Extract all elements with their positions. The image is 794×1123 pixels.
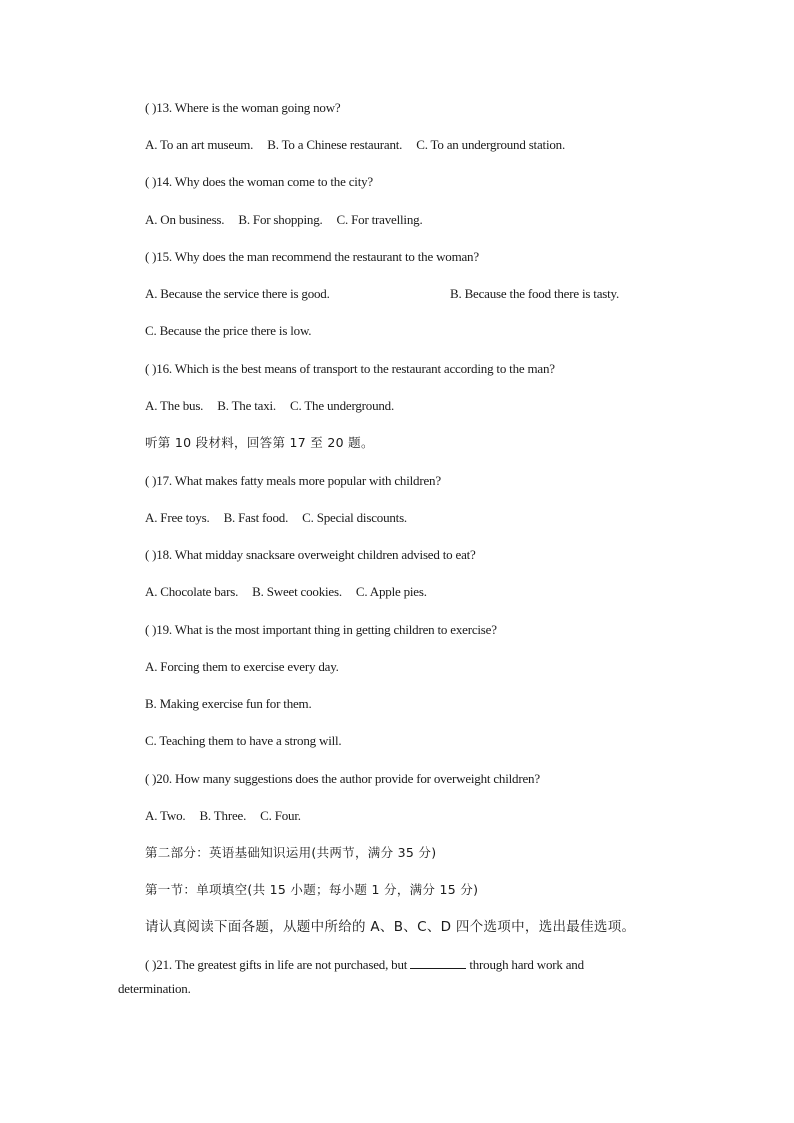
part-2-title: 第二部分：英语基础知识运用(共两节，满分 35 分) — [145, 845, 437, 860]
option-c: C. To an underground station. — [416, 137, 566, 152]
option-c: C. Apple pies. — [355, 584, 427, 599]
option-b: B. Fast food. — [223, 510, 289, 525]
question-16-stem: ( )16. Which is the best means of transport to the restaurant according to the man? — [145, 361, 555, 376]
question-18-stem: ( )18. What midday snacksare overweight children advised to eat? — [145, 547, 476, 562]
option-a: A. Two. — [145, 808, 186, 823]
section-note: 听第 10 段材料，回答第 17 至 20 题。 — [145, 435, 374, 450]
question-15-option-c: C. Because the price there is low. — [145, 323, 312, 338]
option-b: B. Three. — [199, 808, 247, 823]
question-14-options — [145, 211, 423, 229]
answer-blank — [410, 956, 466, 969]
question-19-option-b: B. Making exercise fun for them. — [145, 696, 312, 711]
question-14-stem: ( )14. Why does the woman come to the city? — [145, 174, 373, 189]
section-1-title: 第一节：单项填空(共 15 小题；每小题 1 分，满分 15 分) — [145, 882, 479, 897]
question-18-options — [145, 583, 427, 601]
option-c: C. The underground. — [289, 398, 395, 413]
option-b: B. The taxi. — [217, 398, 276, 413]
question-21-stem — [145, 956, 584, 974]
question-15-stem: ( )15. Why does the man recommend the restaurant to the woman? — [145, 249, 479, 264]
question-20-options — [145, 807, 301, 825]
option-a: A. On business. — [145, 212, 225, 227]
option-b: B. For shopping. — [238, 212, 323, 227]
question-17-options — [145, 509, 407, 527]
question-21-prefix: ( )21. The greatest gifts in life are not purchased, but — [145, 957, 408, 972]
question-21-suffix: through hard work and — [469, 957, 584, 972]
option-c: C. Special discounts. — [302, 510, 407, 525]
instructions: 请认真阅读下面各题，从题中所给的 A、B、C、D 四个选项中，选出最佳选项。 — [145, 919, 636, 935]
question-16-options — [145, 397, 394, 415]
option-a: A. Chocolate bars. — [145, 584, 239, 599]
option-a: A. The bus. — [145, 398, 204, 413]
question-13-stem: ( )13. Where is the woman going now? — [145, 100, 341, 115]
option-c: C. Four. — [260, 808, 301, 823]
question-13-options — [145, 136, 565, 154]
question-17-stem: ( )17. What makes fatty meals more popular with children? — [145, 473, 441, 488]
question-15-option-b: B. Because the food there is tasty. — [450, 286, 620, 301]
question-20-stem: ( )20. How many suggestions does the author provide for overweight children? — [145, 771, 540, 786]
option-b: B. Sweet cookies. — [252, 584, 342, 599]
question-15-option-a: A. Because the service there is good. — [145, 286, 330, 301]
question-19-option-c: C. Teaching them to have a strong will. — [145, 733, 342, 748]
question-19-stem: ( )19. What is the most important thing in getting children to exercise? — [145, 622, 497, 637]
question-21-continuation: determination. — [118, 981, 191, 996]
option-a: A. To an art museum. — [145, 137, 254, 152]
option-c: C. For travelling. — [336, 212, 423, 227]
question-19-option-a: A. Forcing them to exercise every day. — [145, 659, 339, 674]
option-b: B. To a Chinese restaurant. — [267, 137, 403, 152]
option-a: A. Free toys. — [145, 510, 210, 525]
